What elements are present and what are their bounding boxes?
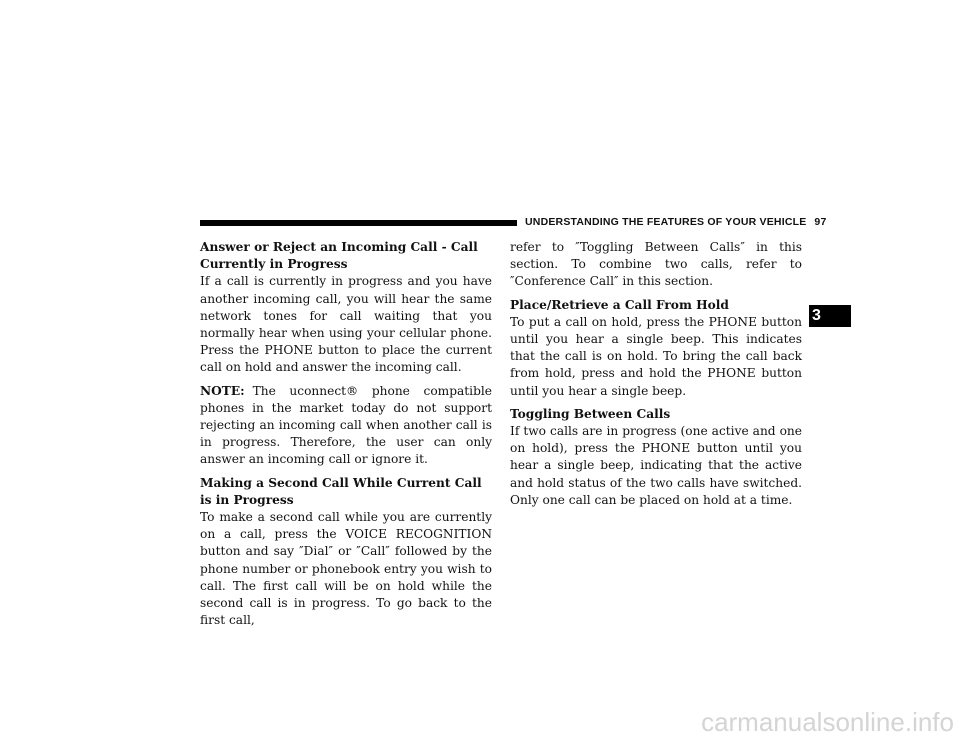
heading-answer-reject-call: Answer or Reject an Incoming Call - Call Currently in Progress xyxy=(200,240,478,272)
note-paragraph xyxy=(200,383,492,469)
heading-toggling-calls: Toggling Between Calls xyxy=(510,406,671,421)
header-title: UNDERSTANDING THE FEATURES OF YOUR VEHICLE xyxy=(525,216,807,228)
paragraph-second-call: To make a second call while you are currently on a call, press the VOICE RECOGNITION button and say ″Dial″ or ″Call″ followed by the phone number or phonebook entry you wish to call. The first call will be on hold while the second call is in progress. To go back to the first call, xyxy=(200,510,492,628)
paragraph-call-waiting: If a call is currently in progress and you have another incoming call, you will hear the same network tones for call waiting that you normally hear when using your cellular phone. Press the PHONE button to place the current call on hold and answer the incoming call. xyxy=(200,274,492,375)
paragraph-hold: To put a call on hold, press the PHONE button until you hear a single beep. This indicates that the call is on hold. To bring the call back from hold, press and hold the PHONE button until you hear a single beep. xyxy=(510,314,802,398)
section-tab: 3 xyxy=(809,305,851,327)
running-header xyxy=(525,215,827,229)
left-column xyxy=(200,239,492,635)
note-text: The uconnect® phone compatible phones in the market today do not support rejecting an incoming call when another call is in progress. Therefore, the user can only answer an incoming call or ignore it. xyxy=(200,383,492,467)
heading-place-retrieve-hold: Place/Retrieve a Call From Hold xyxy=(510,297,729,312)
paragraph-toggling: If two calls are in progress (one active and one on hold), press the PHONE button until you hear a single beep, indicating that the active and hold status of the two calls have switched. Only one call can be placed on hold at a time. xyxy=(510,424,802,507)
right-column xyxy=(510,239,802,515)
note-label: NOTE: xyxy=(200,383,245,398)
heading-second-call: Making a Second Call While Current Call is in Progress xyxy=(200,475,482,507)
page-number: 97 xyxy=(814,216,827,228)
watermark: carmanualsonline.info xyxy=(701,707,954,737)
header-rule xyxy=(200,220,517,226)
paragraph-continued: refer to ″Toggling Between Calls″ in this section. To combine two calls, refer to ″Conference Call″ in this section. xyxy=(510,240,802,289)
